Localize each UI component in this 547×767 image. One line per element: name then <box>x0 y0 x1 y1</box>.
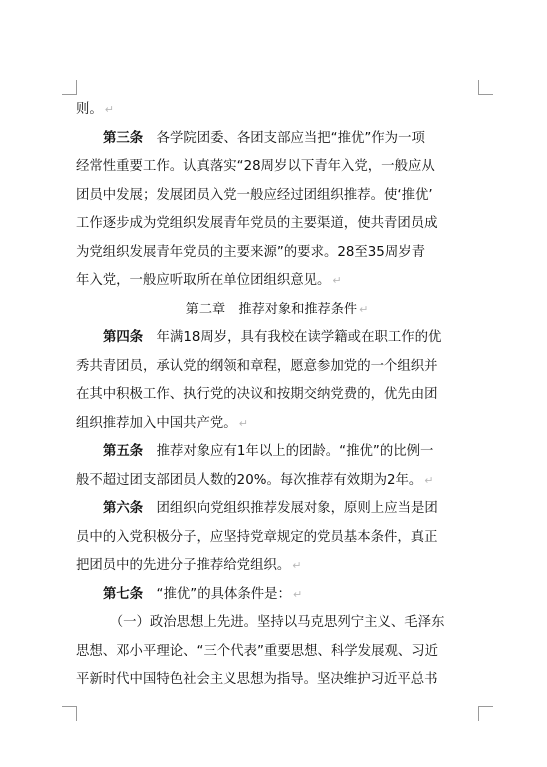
paragraph-mark-icon: ↵ <box>292 559 302 572</box>
article-number: 第六条 <box>103 501 144 516</box>
text-line <box>76 381 478 410</box>
margin-corner-bottom-left <box>62 706 77 721</box>
text-line <box>76 666 478 695</box>
text-line <box>76 552 478 581</box>
margin-corner-bottom-right <box>478 706 493 721</box>
line-text: 在其中积极工作、执行党的决议和按期交纳党费的，优先由团 <box>76 387 438 402</box>
text-line <box>76 438 478 467</box>
text-line <box>76 638 478 667</box>
line-text: 则。 <box>76 102 103 117</box>
line-text: 推荐对象应有1年以上的团龄。“推优”的比例一 <box>143 444 434 459</box>
text-line <box>76 609 478 638</box>
paragraph-mark-icon: ↵ <box>424 473 434 487</box>
line-text: 年满18周岁，具有我校在读学籍或在职工作的优 <box>143 330 442 345</box>
text-line <box>76 239 478 268</box>
paragraph-mark-icon: ↵ <box>292 587 303 601</box>
line-text: 为党组织发展青年党员的主要来源”的要求。28至35周岁青 <box>76 244 425 260</box>
line-text: 经常性重要工作。认真落实“28周岁以下青年入党，一般应从 <box>76 159 435 174</box>
line-text: 团组织向党组织推荐发展对象，原则上应当是团 <box>143 501 438 516</box>
text-line <box>76 324 478 353</box>
paragraph-mark-icon: ↵ <box>238 416 248 430</box>
line-text: 员中的入党积极分子，应坚持党章规定的党员基本条件，真正 <box>76 529 438 545</box>
margin-corner-top-left <box>62 80 77 95</box>
text-line <box>76 495 478 524</box>
text-line <box>76 353 478 382</box>
text-line <box>76 210 478 239</box>
paragraph-mark-icon: ↵ <box>104 103 114 116</box>
document-body[interactable] <box>76 96 478 695</box>
paragraph-mark-icon: ↵ <box>332 274 342 287</box>
text-line <box>76 410 478 439</box>
paragraph-mark-icon: ↵ <box>359 302 369 316</box>
text-line <box>76 182 478 211</box>
chapter-heading <box>76 296 478 325</box>
text-line <box>76 467 478 496</box>
line-text: “推优”的具体条件是： <box>143 586 291 602</box>
line-text: 般不超过团支部团员人数的20%。每次推荐有效期为2年。 <box>76 472 423 488</box>
margin-corner-top-right <box>478 80 493 95</box>
line-text: 平新时代中国特色社会主义思想为指导。坚决维护习近平总书 <box>76 672 438 687</box>
text-line <box>76 267 478 296</box>
text-line <box>76 524 478 553</box>
article-number: 第三条 <box>103 130 144 146</box>
line-text: 组织推荐加入中国共产党。 <box>76 415 237 431</box>
text-line <box>76 153 478 182</box>
line-text: 秀共青团员，承认党的纲领和章程，愿意参加党的一个组织并 <box>76 358 438 374</box>
text-line <box>76 96 478 125</box>
article-number: 第七条 <box>103 586 144 602</box>
line-text: 年入党，一般应听取所在单位团组织意见。 <box>76 273 331 288</box>
line-text: 各学院团委、各团支部应当把“推优”作为一项 <box>143 130 425 146</box>
text-line <box>76 581 478 610</box>
text-line <box>76 125 478 154</box>
line-text: 思想、邓小平理论、“三个代表”重要思想、科学发展观、习近 <box>76 643 439 659</box>
line-text: 把团员中的先进分子推荐给党组织。 <box>76 558 291 573</box>
line-text: （一）政治思想上先进。坚持以马克思列宁主义、毛泽东 <box>103 615 445 630</box>
article-number: 第四条 <box>103 330 144 345</box>
article-number: 第五条 <box>103 444 144 459</box>
line-text: 团员中发展；发展团员入党一般应经过团组织推荐。使‘推优’ <box>76 187 433 203</box>
line-text: 第二章 推荐对象和推荐条件 <box>185 301 358 317</box>
line-text: 工作逐步成为党组织发展青年党员的主要渠道，使共青团员成 <box>76 216 438 231</box>
